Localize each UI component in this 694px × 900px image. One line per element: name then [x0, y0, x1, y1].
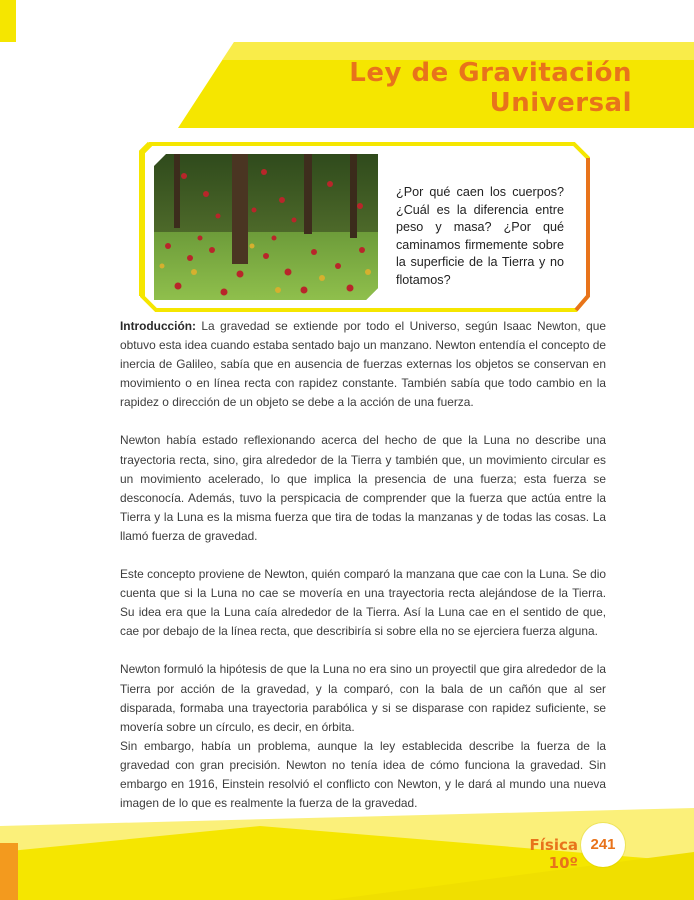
paragraph-4: Newton formuló la hipótesis de que la Luna no era sino un proyectil que gira alrededor de la Tierra por acción de la gravedad, y la comparó, con la bala de un cañón que al ser disparada, formaba una trayectoria parabólica y si se disparase con rapidez suficiente, se movería sobre un círculo, es decir, en órbita.: [120, 662, 606, 734]
subject-label: Física 10º: [529, 836, 578, 872]
paragraph-2: Newton había estado reflexionando acerca del hecho de que la Luna no describe una trayectoria recta, sino, gira alrededor de la Tierra y también que, un movimiento circular es un movimiento acelerado, lo que implica la presencia de una fuerza; esta fuerza se desconocía. Además, tuvo la perspicacia de comprender que la fuerza que actúa entre la Tierra y la Luna es la misma fuerza que tira de todas la manzanas y de todas las cosas. La llamó fuerza de gravedad.: [120, 433, 606, 543]
title-line-1: Ley de Gravitación: [349, 58, 632, 88]
paragraph-5: Sin embargo, había un problema, aunque la ley establecida describe la fuerza de la gravedad con gran precisión. Newton no tenía idea de cómo funciona la gravedad. Sin embargo en 1916, Einstein resolvió el conflicto con Newton, y le dará al mundo una nueva imagen de lo que es realmente la fuerza de la gravedad.: [120, 738, 606, 811]
page-number-badge: [581, 823, 625, 867]
title-line-2: Universal: [489, 88, 632, 118]
intro-questions: ¿Por qué caen los cuerpos? ¿Cuál es la diferencia entre peso y masa? ¿Por qué caminamos firmemente sobre la superficie de la Tierra y no flotamos?: [396, 185, 564, 287]
paragraph-3: Este concepto proviene de Newton, quién comparó la manzana que cae con la Luna. Se dio cuenta que si la Luna no cae se movería en una trayectoria recta alejándose de la Tierra. Su idea era que la Luna caía alrededor de la Tierra. Así la Luna cae en el sentido de que, cae por debajo de la línea recta, que describiría si sobre ella no se ejerciera fuerza alguna.: [120, 567, 606, 639]
page-number: 241: [590, 836, 616, 853]
intro-text: La gravedad se extiende por todo el Universo, según Isaac Newton, que obtuvo esta idea cuando estaba sentado bajo un manzano. Newton entendía el concepto de inercia de Galileo, sabía que en ausencia de fuerzas externas los objetos se conservan en movimiento o en línea recta con rapidez constante. También sabía que todo cambio en la rapidez o dirección de un objeto se debe a la acción de una fuerza.: [120, 319, 606, 410]
intro-label: Introducción:: [120, 319, 196, 333]
orange-corner-tab: [0, 843, 18, 900]
